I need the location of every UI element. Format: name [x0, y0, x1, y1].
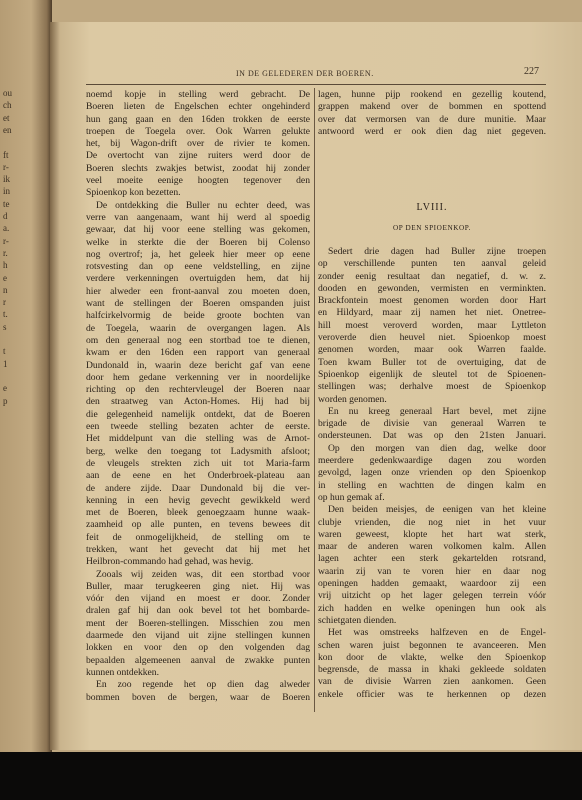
prev-page-fragment: n — [3, 284, 8, 295]
text-line: dooden en gewonden, vermisten en verminkten. — [318, 282, 546, 294]
text-line: stellingen was; derhalve moest de Spioenkop — [318, 381, 546, 393]
text-line: rotsvesting dan op eene veldstelling, en zijne — [86, 261, 310, 273]
text-line: Toen kwam Buller tot de overtuiging, dat de — [318, 356, 546, 368]
text-line: En nu kreeg generaal Hart bevel, met zijne — [328, 405, 546, 417]
text-line: de andere zijde. Daar Dundonald bij die ver- — [86, 482, 310, 494]
text-line: worden genomen. — [318, 393, 387, 405]
prev-page-fragment: s — [3, 321, 7, 332]
text-line: welke in sterkte die der Boeren bij Colenso — [86, 236, 310, 248]
text-line: Het was omstreeks halfzeven en de Engel- — [328, 627, 546, 639]
column-divider — [314, 88, 315, 712]
text-line: zaamheid op alle punten, en tevens bewees dit — [86, 519, 310, 531]
text-line: De overtocht van zijne ruiters werd door de — [86, 150, 310, 162]
text-line: berg, welke den toegang tot Ladysmith afsloot; — [86, 445, 310, 457]
text-line: vóór den vijand en moest er door. Zonder — [86, 593, 310, 605]
prev-page-fragment: ft — [3, 149, 9, 160]
text-line: begrensde, de massa in khaki gekleede soldaten — [318, 664, 546, 676]
left-column — [86, 89, 310, 704]
text-line: schietgaten dienden. — [318, 614, 397, 626]
right-column-top — [318, 89, 546, 138]
text-line: lagen, hunne pijp rookend en gezellig koutend, — [318, 89, 546, 100]
text-line: veroverde dien heuvel niet. Spioenkop moest — [318, 332, 546, 344]
prev-page-fragment: e — [3, 383, 7, 394]
text-line: ment der Boeren-stellingen. Misschien zou men — [86, 617, 310, 629]
text-line: Boeren lieten de Engelschen echter ongehinderd — [86, 101, 310, 113]
text-line: gewaar, dat hij voor eene stelling was gekomen, — [86, 224, 310, 236]
text-line: feit de onmogelijkheid, de stelling om te — [86, 531, 310, 543]
text-line: door hem gedane verkenning ver in noordelijke — [86, 371, 310, 383]
text-line: Brackfontein moest genomen worden door Hart — [318, 295, 546, 307]
prev-page-fragment: r- — [3, 235, 9, 246]
text-line: zonder eenig resultaat dan negatief, d. w. z. — [318, 270, 546, 282]
text-line: genomen worden, maar ook Warren faalde. — [318, 344, 546, 356]
prev-page-fragment: r- — [3, 161, 9, 172]
text-line: die gelegenheid namelijk ontdekt, dat de Boeren — [86, 408, 310, 420]
text-line: de Toegela, waarin de overgangen lagen. Als — [86, 322, 310, 334]
text-line: kunnen ontdekken. — [86, 666, 160, 678]
text-line: Spioenkop kon bezetten. — [86, 187, 181, 199]
prev-page-fragment: ik — [3, 174, 11, 185]
text-line: een tweede stelling bezaten achter de eerste. — [86, 421, 310, 433]
text-line: Spioenkop eigenlijk de sleutel tot de Spioenen- — [318, 368, 546, 380]
prev-page-fragment: t — [3, 346, 6, 357]
scan-bottom-margin — [0, 752, 582, 800]
text-line: Op den morgen van dien dag, welke door — [328, 442, 546, 454]
prev-page-fragment: h — [3, 260, 8, 271]
text-line: de vleugels strekten zich uit tot Maria-farm — [86, 457, 310, 469]
previous-page-edge — [0, 0, 52, 752]
text-line: Het middelpunt van die stelling was de Arnot- — [86, 433, 310, 445]
text-line: En zoo regende het op dien dag alweder — [96, 679, 310, 691]
text-line: daarmede den vijand uit zijne stellingen kunnen — [86, 630, 310, 642]
text-line: aan de eene en het Onderbroek-plateau aan — [86, 470, 310, 482]
text-line: veel moeite eenige hoogten tegenover den — [86, 175, 310, 187]
chapter-subtitle: OP DEN SPIOENKOP. — [392, 224, 472, 232]
text-line: verdere verkenningen overtuigden hem, dat hij — [86, 273, 310, 285]
header-rule — [86, 84, 546, 85]
text-line: lokken en voor den op den volgenden dag — [86, 642, 310, 654]
prev-page-fragment: p — [3, 395, 8, 406]
text-line: bommen boven de bergen, waar de Boeren — [86, 691, 310, 703]
text-line: clubje vrienden, die nog niet in het vuur — [318, 516, 546, 528]
text-line: richting op den rechtervleugel der Boeren naar — [86, 384, 310, 396]
text-line: op hun gemak af. — [318, 491, 385, 503]
text-line: nog overtrof; ja, het geleek hier meer op eene — [86, 248, 310, 260]
text-line: Dundonald in, waarin deze bericht gaf van eene — [86, 359, 310, 371]
prev-page-fragment: et — [3, 112, 10, 123]
text-line: in stelling en wachtten de dingen kalm en — [318, 479, 546, 491]
text-line: troepen de Toegela over. Ook Warren gelukte — [86, 125, 310, 137]
prev-page-fragment: d — [3, 211, 8, 221]
text-line: over dat vermorsen van de dure munitie. Maar — [318, 113, 546, 125]
running-head: IN DE GELEDEREN DER BOEREN. — [236, 69, 374, 78]
text-line: kon door de vlakte, welke den Spioenkop — [318, 651, 546, 663]
text-line: verre van aangenaam, want hij werd al spoedig — [86, 211, 310, 223]
text-line: openingen hadden gemaakt, waardoor zij een — [318, 578, 546, 590]
text-line: Buller, maar terugkeeren ging niet. Hij was — [86, 580, 310, 592]
prev-page-fragment: e — [3, 272, 7, 283]
prev-page-fragment: r — [3, 297, 6, 308]
text-line: ondersteunen. Dat was op den 21sten Januari. — [318, 430, 546, 442]
text-line: Zooals wij zeiden was, dit een stortbad voor — [96, 568, 310, 580]
text-line: Den beiden meisjes, de eenigen van het kleine — [328, 504, 546, 516]
prev-page-fragment: in — [3, 186, 11, 197]
prev-page-fragment: te — [3, 198, 10, 209]
prev-page-fragment: ch — [3, 100, 12, 111]
text-line: meerdere gedenkwaardige dagen zou worden — [318, 455, 546, 467]
text-line: dralen gaf hij dan ook bevel tot het bombarde- — [86, 605, 310, 617]
text-line: met de Boeren, bleek genoegzaam hunne waak- — [86, 507, 310, 519]
text-line: kwam er den 16den een rapport van generaal — [86, 347, 310, 359]
text-line: waren geweest, klopte het hart wat sterk, — [318, 528, 546, 540]
text-line: hier alweder een front-aanval zou moeten doen, — [86, 285, 310, 297]
text-line: vrij uitzicht op het lager gelegen terrein vóór — [318, 590, 546, 602]
chapter-number: LVIII. — [416, 202, 448, 213]
text-line: van de divisie Warren zien aankomen. Geen — [318, 676, 546, 688]
right-column-body — [318, 246, 546, 701]
text-line: en Hildyard, maar zij namen het niet. Onetree- — [318, 307, 546, 319]
text-line: zich hadden en welke openingen hun ook als — [318, 602, 546, 614]
text-line: Sedert drie dagen had Buller zijne troepen — [328, 246, 546, 257]
text-line: hill moest veroverd worden, maar Lyttleton — [318, 319, 546, 331]
text-line: De ontdekking die Buller nu echter deed, was — [96, 199, 310, 211]
prev-page-fragment: a. — [3, 223, 10, 234]
text-line: noemd kopje in stelling werd gebracht. De — [86, 89, 310, 100]
text-line: Heilbron-commando had gehad, was hevig. — [86, 556, 254, 568]
text-line: maar de anderen waren volkomen kalm. Allen — [318, 541, 546, 553]
text-line: om den generaal nog een stortbad toe te dienen, — [86, 334, 310, 346]
prev-page-fragment: 1 — [3, 358, 8, 369]
text-line: hun gang gaan en den 16den trokken de eerste — [86, 113, 310, 125]
page-number: 227 — [524, 66, 539, 77]
text-line: waarin zij van te voren hier en daar nog — [318, 565, 546, 577]
text-line: het, bij Wagon-drift over de rivier te komen. — [86, 138, 310, 150]
text-line: enkele officier was te herkennen op dezen — [318, 688, 546, 700]
prev-page-fragment: ou — [3, 88, 12, 98]
text-line: op verschillende punten ten aanval geleid — [318, 258, 546, 270]
prev-page-fragment: en — [3, 124, 12, 135]
text-line: brigade de divisie van generaal Warren te — [318, 418, 546, 430]
text-line: kenning in een hevig gevecht gewikkeld werd — [86, 494, 310, 506]
prev-page-fragment: t. — [3, 309, 8, 320]
text-line: want de stellingen der Boeren omspanden juist — [86, 298, 310, 310]
text-line: trekken, want het gevecht dat hij met het — [86, 543, 310, 555]
text-line: den straatweg van Acton-Homes. Hij had bij — [86, 396, 310, 408]
text-line: bepaalden algemeenen aanval de zwakke punten — [86, 654, 310, 666]
text-line: grappen makend over de bommen en spottend — [318, 101, 546, 113]
text-line: schen waren juist begonnen te avanceeren. Men — [318, 639, 546, 651]
text-line: Boeren slechts zwakjes betwist, zoodat hij zonder — [86, 162, 310, 174]
prev-page-fragment: r. — [3, 247, 8, 258]
text-line: halfcirkelvormig de beide groote bochten van — [86, 310, 310, 322]
text-line: antwoord werd er ook dien dag niet gegeven. — [318, 125, 546, 137]
text-line: gevolgd, lagen onze vrienden op den Spioenkop — [318, 467, 546, 479]
text-line: lagen achter een sterk gekartelden rotsrand, — [318, 553, 546, 565]
